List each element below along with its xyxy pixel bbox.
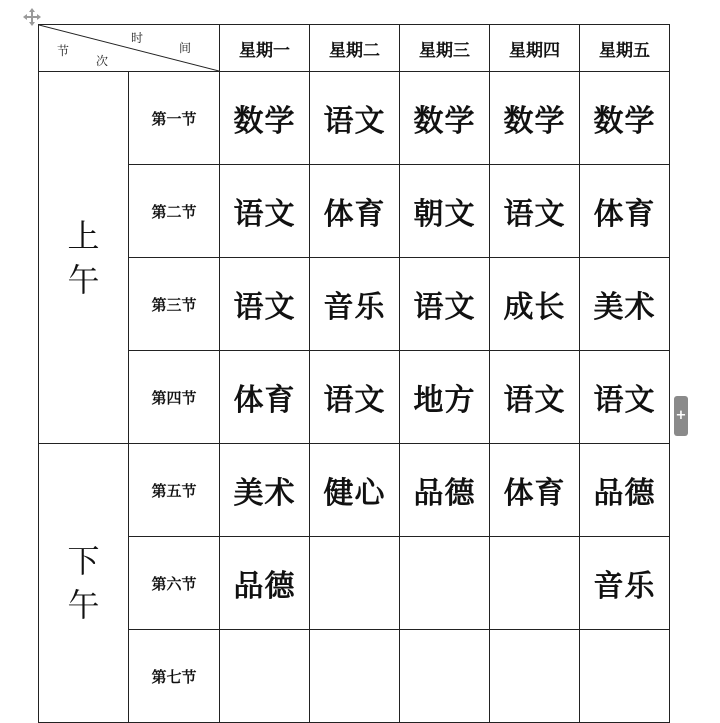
subject-cell[interactable]: 语文: [580, 351, 670, 444]
day-header-tue: 星期二: [310, 25, 400, 72]
period-row: [39, 258, 670, 351]
subject-cell[interactable]: [400, 630, 490, 723]
corner-label-shi: 时: [131, 31, 144, 45]
subject-cell[interactable]: [310, 537, 400, 630]
subject-cell[interactable]: 语文: [310, 351, 400, 444]
subject-cell[interactable]: 体育: [580, 165, 670, 258]
subject-cell[interactable]: 数学: [220, 72, 310, 165]
corner-label-jian: 间: [179, 41, 192, 55]
subject-cell[interactable]: [310, 630, 400, 723]
subject-cell[interactable]: 地方: [400, 351, 490, 444]
subject-cell[interactable]: [490, 630, 580, 723]
corner-label-jie: 节: [57, 44, 70, 58]
subject-cell[interactable]: 语文: [220, 165, 310, 258]
class-timetable: [38, 24, 670, 723]
subject-cell[interactable]: [220, 630, 310, 723]
subject-cell[interactable]: 语文: [400, 258, 490, 351]
period-label: 第四节: [129, 351, 220, 444]
subject-cell[interactable]: 美术: [220, 444, 310, 537]
subject-cell[interactable]: 数学: [400, 72, 490, 165]
afternoon-session-cell: [39, 444, 129, 723]
subject-cell[interactable]: 朝文: [400, 165, 490, 258]
period-row: [39, 444, 670, 537]
period-row: [39, 537, 670, 630]
subject-cell[interactable]: 语文: [310, 72, 400, 165]
day-header-fri: 星期五: [580, 25, 670, 72]
subject-cell[interactable]: 音乐: [310, 258, 400, 351]
period-row: [39, 72, 670, 165]
afternoon-session-char: 午: [67, 586, 100, 624]
period-label: 第七节: [129, 630, 220, 723]
period-label: 第三节: [129, 258, 220, 351]
plus-icon[interactable]: +: [674, 396, 688, 436]
afternoon-session-char: 下: [67, 542, 100, 580]
period-label: 第六节: [129, 537, 220, 630]
subject-cell[interactable]: 数学: [580, 72, 670, 165]
period-row: [39, 630, 670, 723]
morning-session-cell: [39, 72, 129, 444]
subject-cell[interactable]: [400, 537, 490, 630]
morning-session-char: 上: [67, 216, 100, 255]
day-header-thu: 星期四: [490, 25, 580, 72]
subject-cell[interactable]: [580, 630, 670, 723]
subject-cell[interactable]: 音乐: [580, 537, 670, 630]
subject-cell[interactable]: 成长: [490, 258, 580, 351]
subject-cell[interactable]: 品德: [580, 444, 670, 537]
subject-cell[interactable]: 品德: [400, 444, 490, 537]
subject-cell[interactable]: 健心: [310, 444, 400, 537]
header-row: [39, 25, 670, 72]
period-row: [39, 351, 670, 444]
diagonal-header-cell: [39, 25, 220, 72]
period-label: 第一节: [129, 72, 220, 165]
subject-cell[interactable]: 语文: [490, 165, 580, 258]
corner-label-ci: 次: [96, 54, 109, 68]
period-row: [39, 165, 670, 258]
subject-cell[interactable]: 体育: [490, 444, 580, 537]
period-label: 第五节: [129, 444, 220, 537]
subject-cell[interactable]: 品德: [220, 537, 310, 630]
subject-cell[interactable]: 语文: [220, 258, 310, 351]
subject-cell[interactable]: [490, 537, 580, 630]
day-header-wed: 星期三: [400, 25, 490, 72]
subject-cell[interactable]: 美术: [580, 258, 670, 351]
subject-cell[interactable]: 体育: [310, 165, 400, 258]
subject-cell[interactable]: 体育: [220, 351, 310, 444]
period-label: 第二节: [129, 165, 220, 258]
morning-session-char: 午: [67, 260, 100, 299]
subject-cell[interactable]: 数学: [490, 72, 580, 165]
day-header-mon: 星期一: [220, 25, 310, 72]
subject-cell[interactable]: 语文: [490, 351, 580, 444]
